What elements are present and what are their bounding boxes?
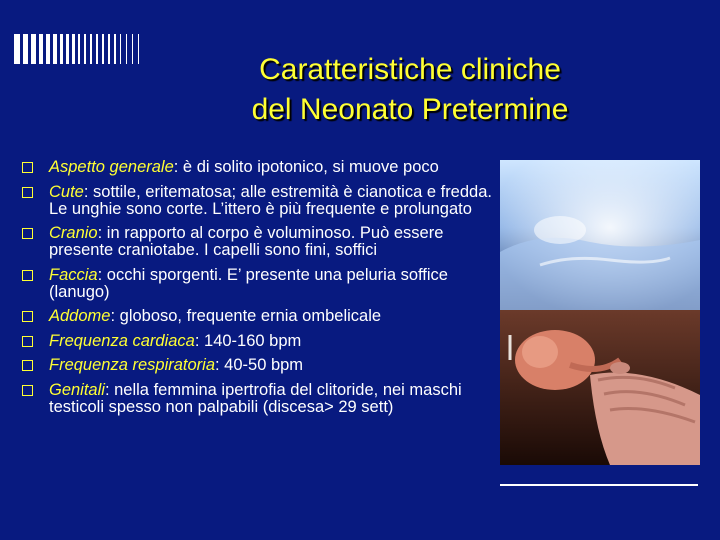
bullet-box-icon <box>22 360 33 371</box>
bullet-term: Addome <box>49 307 111 325</box>
bullet-term: Cute <box>49 182 84 201</box>
bullet-term: Genitali <box>49 380 105 399</box>
bullet-term: Cranio <box>49 224 98 242</box>
bullet-box-icon <box>22 228 33 239</box>
bullet-term: Frequenza respiratoria <box>49 356 215 374</box>
bullet-box-icon <box>22 336 33 347</box>
bullet-box-icon <box>22 385 33 396</box>
bullet-text: : sottile, eritematosa; alle estremità è cianotica e fredda. Le unghie sono corte. L’ittero è più frequente e prolungato <box>49 182 492 218</box>
bullet-text: : nella femmina ipertrofia del clitoride, nei maschi testicoli spesso non palpabili (discesa> 29 sett) <box>49 380 462 416</box>
bullet-item <box>22 308 500 325</box>
bullet-item <box>22 225 500 259</box>
bullet-box-icon <box>22 270 33 281</box>
bullet-item <box>22 159 500 176</box>
bullet-item <box>22 357 500 374</box>
bullet-text: : è di solito ipotonico, si muove poco <box>173 158 439 176</box>
title-line-2: del Neonato Pretermine <box>251 93 569 126</box>
bullet-item <box>22 382 500 416</box>
bullet-box-icon <box>22 187 33 198</box>
bullet-box-icon <box>22 311 33 322</box>
title-line-1: Caratteristiche cliniche <box>259 53 561 86</box>
bullet-item <box>22 333 500 350</box>
bullet-text: : 140-160 bpm <box>194 331 302 350</box>
preterm-newborn-photo <box>500 160 700 465</box>
bullet-term: Aspetto generale <box>49 158 174 176</box>
bullet-text: : 40-50 bpm <box>215 356 304 374</box>
bullet-item <box>22 267 500 301</box>
slide-title <box>140 50 680 130</box>
bullet-item <box>22 184 500 218</box>
bullet-term: Frequenza cardiaca <box>49 331 195 350</box>
bullet-text: : globoso, frequente ernia ombelicale <box>110 307 382 325</box>
bullet-term: Faccia <box>49 265 98 284</box>
bullet-list <box>22 159 500 423</box>
bullet-text: : in rapporto al corpo è voluminoso. Può essere presente craniotabe. I capelli sono fini, soffici <box>49 224 444 259</box>
bullet-box-icon <box>22 162 33 173</box>
divider-line <box>500 484 698 486</box>
bullet-text: : occhi sporgenti. E’ presente una peluria soffice (lanugo) <box>49 265 448 301</box>
